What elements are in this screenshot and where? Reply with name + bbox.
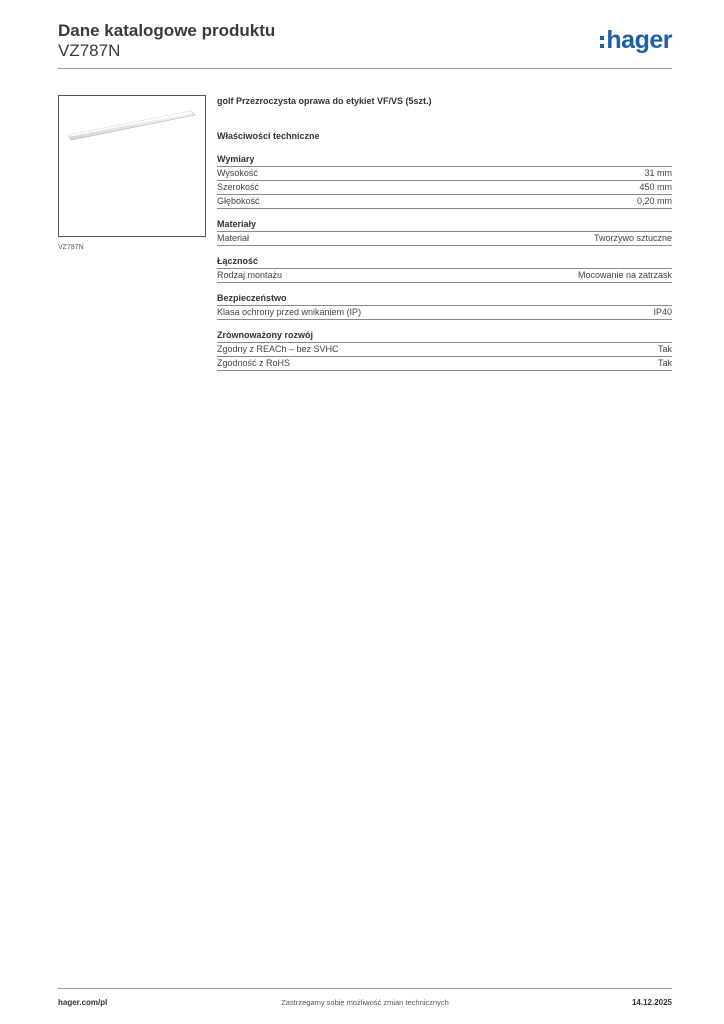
row-value: Tak — [657, 344, 672, 354]
table-row — [217, 357, 672, 371]
section-materials — [217, 218, 672, 246]
product-details — [217, 95, 672, 371]
logo-text: hager — [606, 26, 672, 54]
row-value: Mocowanie na zatrzask — [577, 270, 672, 280]
row-label: Zgodność z RoHS — [217, 358, 291, 368]
section-title: Bezpieczeństwo — [217, 292, 672, 306]
row-value: IP40 — [653, 307, 672, 317]
row-label: Materiał — [217, 233, 250, 243]
page-title: Dane katalogowe produktu — [58, 21, 276, 40]
row-value: 0,20 mm — [636, 196, 672, 206]
row-value: 31 mm — [644, 168, 672, 178]
product-code: VZ787N — [58, 41, 121, 60]
row-label: Klasa ochrony przed wnikaniem (IP) — [217, 307, 362, 317]
image-caption: VZ787N — [58, 244, 84, 251]
table-row — [217, 343, 672, 357]
row-value: Tworzywo sztuczne — [593, 233, 672, 243]
document-header — [58, 20, 672, 70]
table-row — [217, 167, 672, 181]
section-safety — [217, 292, 672, 320]
row-value: Tak — [657, 358, 672, 368]
row-label: Rodzaj montażu — [217, 270, 283, 280]
logo-dots-icon — [600, 36, 604, 48]
table-row — [217, 232, 672, 246]
footer-date: 14.12.2025 — [631, 998, 672, 1007]
section-title: Łączność — [217, 255, 672, 269]
product-description: golf Przezroczysta oprawa do etykiet VF/VS (5szt.) — [217, 96, 432, 106]
section-connectivity — [217, 255, 672, 283]
header-divider — [58, 68, 672, 69]
product-image — [58, 95, 206, 237]
table-row — [217, 181, 672, 195]
section-title: Materiały — [217, 218, 672, 232]
table-row — [217, 195, 672, 209]
hager-logo — [600, 26, 672, 54]
footer-divider — [58, 988, 672, 989]
row-label: Zgodny z REACh – bez SVHC — [217, 344, 339, 354]
table-row — [217, 269, 672, 283]
technical-properties-heading: Właściwości techniczne — [217, 131, 320, 141]
document-footer — [58, 997, 672, 1009]
footer-website-link[interactable]: hager.com/pl — [58, 998, 108, 1007]
row-label: Szerokość — [217, 182, 260, 192]
section-title: Zrównoważony rozwój — [217, 329, 672, 343]
row-label: Głębokość — [217, 196, 260, 206]
table-row — [217, 306, 672, 320]
section-title: Wymiary — [217, 153, 672, 167]
row-value: 450 mm — [639, 182, 672, 192]
row-label: Wysokość — [217, 168, 258, 178]
section-sustainability — [217, 329, 672, 371]
footer-disclaimer: Zastrzegamy sobie możliwość zmian technicznych — [281, 998, 449, 1007]
label-holder-illustration — [65, 107, 197, 143]
section-dimensions — [217, 153, 672, 209]
